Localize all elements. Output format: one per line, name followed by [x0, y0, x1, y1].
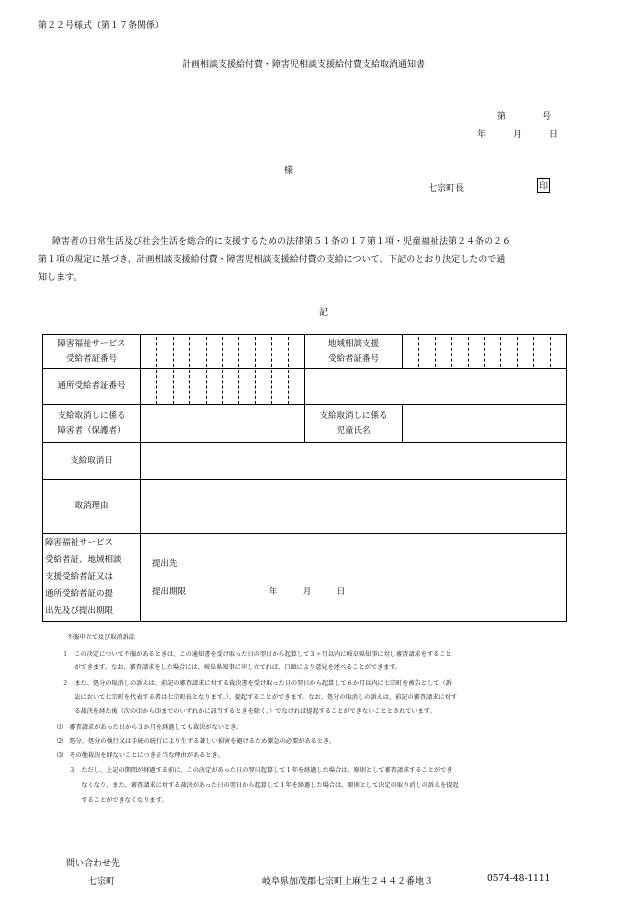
- note-line: ⑴ 審査請求があった日から３か月を経過しても裁決がないとき。: [57, 724, 243, 731]
- welfare-cert-number-field[interactable]: [141, 335, 305, 369]
- issue-date-field: 年 月 日: [477, 130, 559, 140]
- body-line-2: 第１項の規定に基づき、計画相談支援給付費・障害児相談支援給付費の支給について、下記のとおり決定したので通: [38, 255, 506, 265]
- contact-heading: 問い合わせ先: [66, 859, 121, 869]
- body-line-1: 障害者の日常生活及び社会生活を総合的に支援するための法律第５１条の１７第１項・児童福祉法第２４条の２６: [52, 237, 512, 247]
- ki-heading: 記: [319, 308, 329, 318]
- reason-field[interactable]: [141, 480, 567, 534]
- notes-heading: 不服申立て及び取消訴訟: [67, 634, 136, 641]
- contact-office: 七宗町: [88, 877, 116, 887]
- form-number: 第２２号様式（第１７条関係）: [38, 21, 165, 31]
- note-line: なくなり、また、審査請求に対する裁決があった日の翌日から起算して１年を経過した場合は、原則として決定の取り消しの訴えを提起: [69, 782, 459, 789]
- note-line: することができなくなります。: [69, 797, 168, 804]
- document-title: 計画相談支援給付費・障害児相談支援給付費支給取消通知書: [182, 60, 426, 70]
- person-name-field[interactable]: [141, 405, 305, 443]
- seal-char: 印: [537, 178, 550, 193]
- reason-label: 取消理由: [43, 480, 141, 534]
- issuer-name: 七宗町長: [428, 184, 465, 194]
- daycare-cert-label: 通所受給者証番号: [43, 369, 141, 405]
- form-table: [42, 334, 567, 622]
- contact-phone: 0574-48-1111: [487, 874, 551, 884]
- welfare-cert-label: 障害福祉サービス 受給者証番号: [43, 335, 141, 369]
- daycare-cert-blank: [305, 369, 567, 405]
- deadline-label: 提出期限: [152, 586, 187, 597]
- person-label: 支給取消しに係る 障害者（保護者）: [43, 405, 141, 443]
- note-line: ３ ただし、上記の期間が経過する前に、この決定があった日の翌日起算して１年を経過した場合は、原則として審査請求することができ: [69, 767, 453, 774]
- note-line: ⑶ その他裁決を経ないことにつき正当な理由があるとき。: [57, 752, 224, 759]
- contact-address: 岐阜県加茂郡七宗町上麻生２４４２番地３: [262, 877, 434, 887]
- child-label: 支給取消しに係る 児童氏名: [305, 405, 403, 443]
- note-line: ができます。なお、審査請求をした場合には、岐阜県知事に申し立てれば、口頭により意見を述べることができます。: [62, 664, 402, 671]
- body-line-3: 知します。: [38, 273, 83, 283]
- seal-mark: [537, 178, 550, 193]
- consult-cert-label: 地域相談支援 受給者証番号: [305, 335, 403, 369]
- consult-cert-number-field[interactable]: [403, 335, 567, 369]
- deadline-date: 年 月 日: [268, 586, 346, 597]
- cancel-date-label: 支給取消日: [43, 443, 141, 480]
- addressee-suffix: 様: [284, 166, 294, 176]
- deadline-row: [152, 578, 566, 606]
- daycare-cert-number-field[interactable]: [141, 369, 305, 405]
- note-line: １ この決定について不服があるときは、この通知書を受け取った日の翌日から起算して３ヶ月以内に岐阜県知事に対し審査請求をすること: [62, 651, 452, 658]
- note-line: ⑵ 処分、処分の執行又は手続の続行により生ずる著しい損害を避けるため緊急の必要があるとき。: [57, 738, 336, 745]
- note-line: る裁決を経た後（次の⑴から⑶までのいずれかに該当するときを除く。）でなければ提起することができないこととされています。: [62, 708, 436, 715]
- submit-to-label: 提出先: [152, 558, 178, 569]
- submission-label: 障害福祉サービス 受給者証、地域相談 支援受給者証又は 通所受給者証の提 出先及び提出期限: [43, 534, 141, 622]
- cancel-date-field[interactable]: [141, 443, 567, 480]
- child-name-field[interactable]: [403, 405, 567, 443]
- note-line: 訟において七宗町を代表する者は七宗町長となります。）、提起することができます。なお、処分の取消しの訴えは、前記の審査請求に対す: [62, 694, 457, 701]
- document-number-field: 第 号: [497, 112, 552, 122]
- note-line: ２ また、処分の取消しの訴えは、前記の審査請求に対する裁決書を受け取った日の翌日から起算して６か月以内に七宗町を被告として（訴: [62, 680, 452, 687]
- submission-field[interactable]: [141, 534, 567, 622]
